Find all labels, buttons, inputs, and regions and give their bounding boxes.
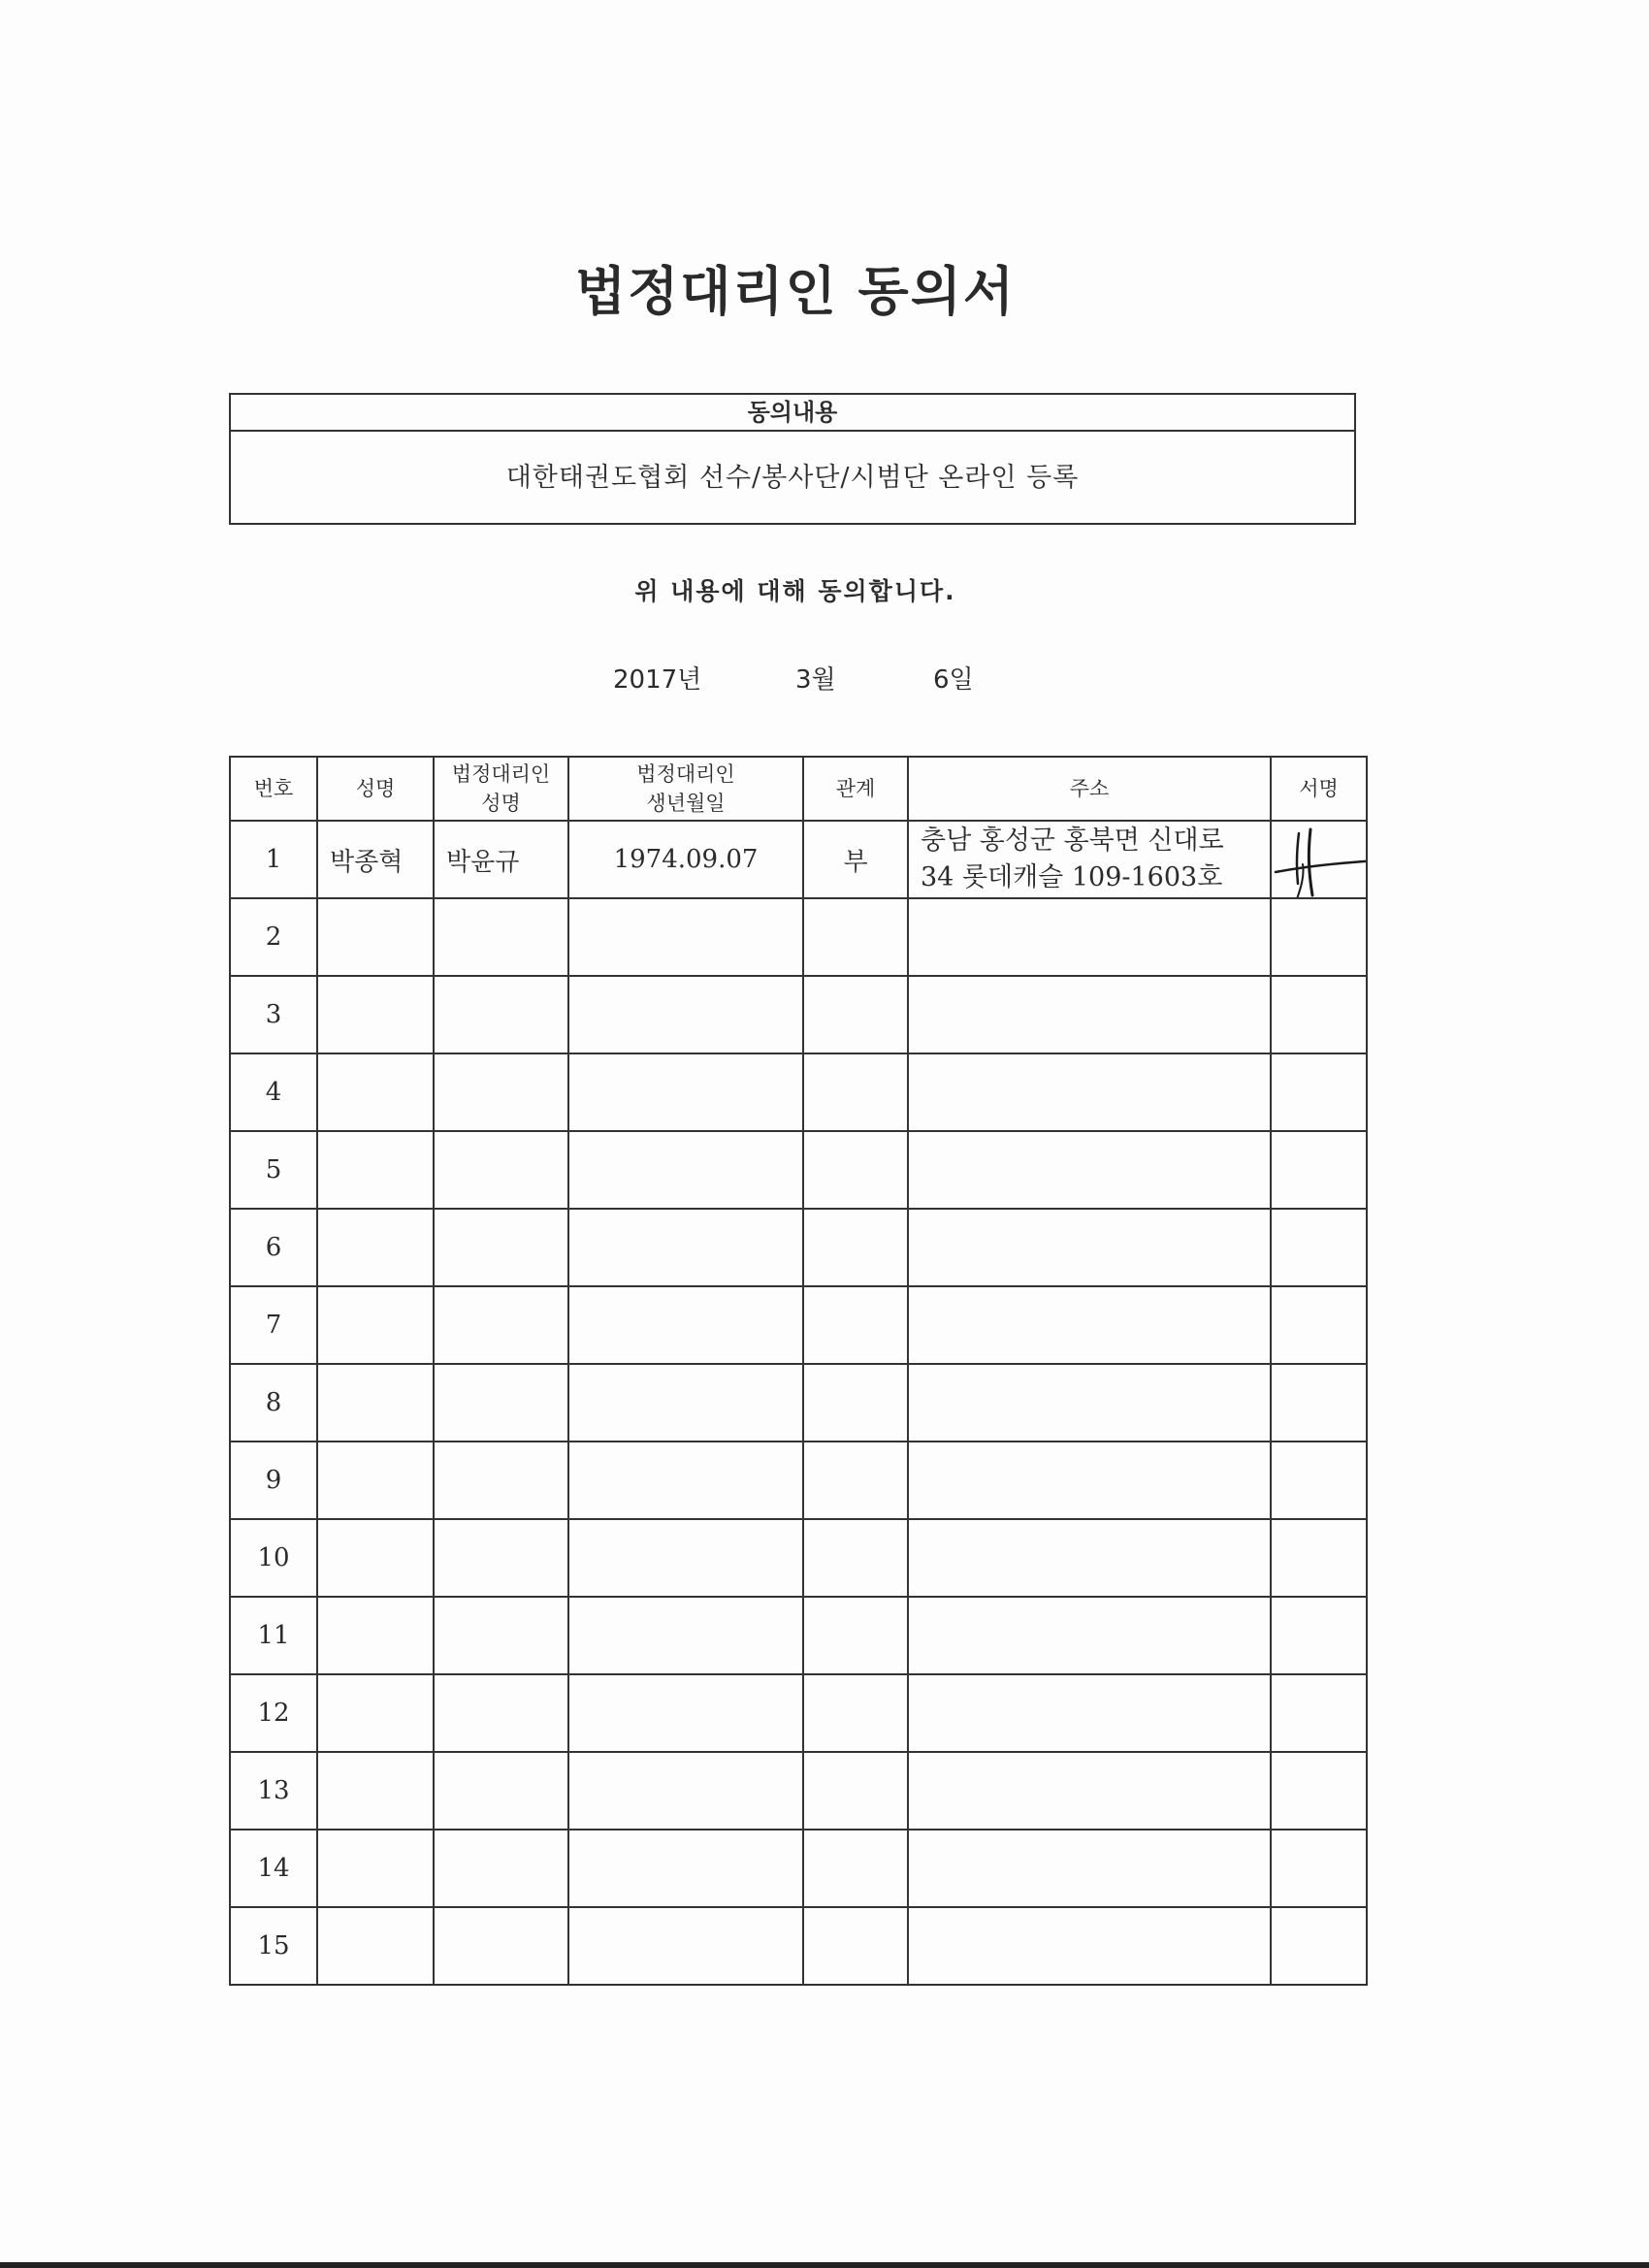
consent-body: 대한태권도협회 선수/봉사단/시범단 온라인 등록 [505,463,1080,493]
cell-relation [803,1442,908,1519]
cell-name [317,1519,434,1597]
cell-name [317,1286,434,1364]
cell-address [908,1597,1271,1674]
table-row [230,1053,1367,1131]
cell-name: 박종혁 [317,821,434,898]
cell-signature [1271,1286,1367,1364]
cell-guardian-birth [568,1752,803,1830]
cell-name [317,1907,434,1985]
cell-no: 2 [230,898,317,976]
cell-address [908,1442,1271,1519]
cell-signature [1271,1597,1367,1674]
cell-signature [1271,1209,1367,1286]
cell-guardian-name [434,1053,568,1131]
table-row [230,1209,1367,1286]
table-header-row [230,757,1367,821]
header-relation: 관계 [803,757,908,821]
cell-guardian-name [434,1442,568,1519]
cell-guardian-birth [568,1286,803,1364]
address-line2: 34 롯데캐슬 109-1603호 [921,862,1223,892]
cell-guardian-birth [568,976,803,1053]
cell-signature [1271,1442,1367,1519]
cell-address [908,1519,1271,1597]
cell-address [908,1364,1271,1442]
cell-address [908,898,1271,976]
cell-signature [1271,898,1367,976]
date-day: 6일 [933,665,974,695]
table-row [230,898,1367,976]
cell-relation: 부 [803,821,908,898]
consent-header: 동의내용 [231,395,1354,432]
cell-guardian-birth [568,1209,803,1286]
cell-address [908,1209,1271,1286]
cell-guardian-name [434,976,568,1053]
table-row [230,976,1367,1053]
cell-address [908,1131,1271,1209]
cell-name [317,1209,434,1286]
cell-guardian-name [434,1286,568,1364]
cell-guardian-birth [568,1830,803,1907]
header-guardian-name [434,757,568,821]
cell-guardian-name [434,1674,568,1752]
cell-relation [803,1752,908,1830]
cell-signature [1271,976,1367,1053]
cell-name [317,1442,434,1519]
cell-guardian-name [434,1364,568,1442]
table-row [230,1907,1367,1985]
cell-name [317,1752,434,1830]
cell-guardian-name [434,1907,568,1985]
cell-no: 1 [230,821,317,898]
cell-address [908,821,1271,898]
header-guardian-birth-line1: 법정대리인 [636,762,735,786]
cell-name [317,976,434,1053]
cell-relation [803,1830,908,1907]
cell-guardian-name [434,1752,568,1830]
cell-guardian-name [434,898,568,976]
page-title: 법정대리인 동의서 [574,261,1017,322]
cell-guardian-birth [568,1519,803,1597]
cell-no: 11 [230,1597,317,1674]
table-row [230,1519,1367,1597]
cell-address [908,1907,1271,1985]
header-guardian-birth [568,757,803,821]
cell-name [317,1131,434,1209]
cell-relation [803,1519,908,1597]
cell-signature [1271,1364,1367,1442]
cell-signature [1271,1752,1367,1830]
consent-box [229,393,1356,525]
table-row [230,1674,1367,1752]
header-no: 번호 [230,757,317,821]
registration-table [229,756,1368,1986]
header-signature: 서명 [1271,757,1367,821]
cell-relation [803,1131,908,1209]
cell-name [317,1674,434,1752]
cell-relation [803,1597,908,1674]
table-row [230,1830,1367,1907]
cell-guardian-name [434,1830,568,1907]
cell-relation [803,976,908,1053]
cell-address [908,1286,1271,1364]
cell-guardian-birth [568,1053,803,1131]
cell-guardian-birth [568,1907,803,1985]
date-year: 2017년 [613,665,702,695]
cell-guardian-birth [568,1131,803,1209]
cell-relation [803,1209,908,1286]
header-guardian-birth-line2: 생년월일 [646,792,726,815]
cell-no: 12 [230,1674,317,1752]
cell-signature [1271,1519,1367,1597]
table-row [230,1752,1367,1830]
cell-no: 5 [230,1131,317,1209]
cell-guardian-birth [568,1364,803,1442]
cell-no: 13 [230,1752,317,1830]
cell-signature [1271,1053,1367,1131]
cell-name [317,898,434,976]
cell-guardian-birth [568,1597,803,1674]
address-line1: 충남 홍성군 홍북면 신대로 [921,826,1224,856]
cell-name [317,1597,434,1674]
cell-guardian-birth [568,1674,803,1752]
cell-no: 15 [230,1907,317,1985]
cell-name [317,1830,434,1907]
header-address: 주소 [908,757,1271,821]
cell-no: 9 [230,1442,317,1519]
cell-guardian-name [434,1519,568,1597]
cell-guardian-birth [568,1442,803,1519]
table-row [230,821,1367,898]
table-row [230,1597,1367,1674]
cell-guardian-birth: 1974.09.07 [568,821,803,898]
cell-signature [1271,1131,1367,1209]
cell-guardian-name [434,1597,568,1674]
cell-address [908,1674,1271,1752]
table-row [230,1442,1367,1519]
cell-address [908,976,1271,1053]
cell-no: 6 [230,1209,317,1286]
cell-relation [803,1674,908,1752]
cell-no: 8 [230,1364,317,1442]
table-row [230,1131,1367,1209]
cell-signature [1271,1907,1367,1985]
cell-relation [803,1364,908,1442]
cell-relation [803,1907,908,1985]
cell-guardian-name [434,1131,568,1209]
cell-signature [1271,1830,1367,1907]
cell-guardian-birth [568,898,803,976]
cell-relation [803,1053,908,1131]
cell-no: 10 [230,1519,317,1597]
scan-edge-bar [0,2262,1649,2268]
header-guardian-name-line1: 법정대리인 [451,762,551,786]
cell-signature [1271,1674,1367,1752]
header-name: 성명 [317,757,434,821]
table-row [230,1364,1367,1442]
cell-no: 7 [230,1286,317,1364]
date-month: 3월 [795,665,836,695]
handwritten-signature [1271,821,1367,898]
cell-no: 3 [230,976,317,1053]
cell-name [317,1364,434,1442]
cell-name [317,1053,434,1131]
cell-address [908,1830,1271,1907]
agree-statement: 위 내용에 대해 동의합니다. [634,577,956,605]
table-row [230,1286,1367,1364]
cell-no: 14 [230,1830,317,1907]
cell-address [908,1053,1271,1131]
header-guardian-name-line2: 성명 [481,792,521,815]
cell-address [908,1752,1271,1830]
cell-relation [803,1286,908,1364]
cell-relation [803,898,908,976]
cell-no: 4 [230,1053,317,1131]
cell-signature [1271,821,1367,898]
cell-guardian-name [434,1209,568,1286]
cell-guardian-name: 박윤규 [434,821,568,898]
